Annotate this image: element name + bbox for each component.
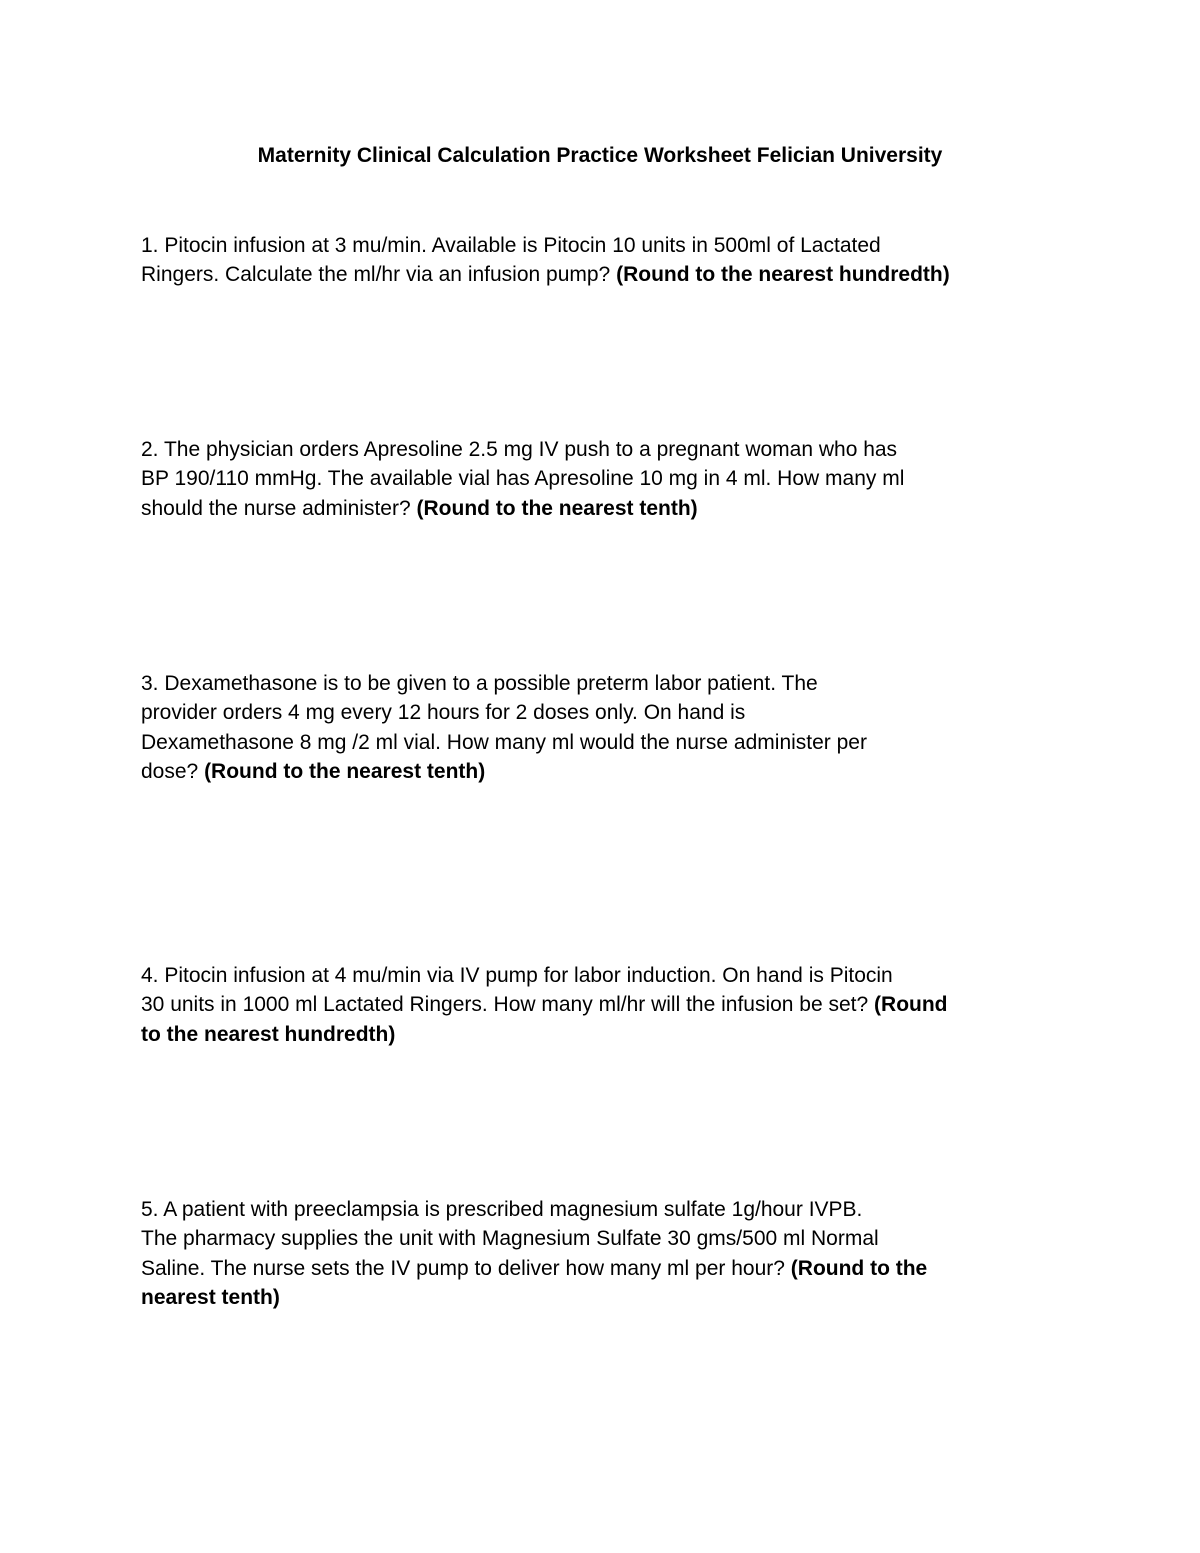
question-3-line-1: 3. Dexamethasone is to be given to a possible preterm labor patient. The [141,672,818,695]
question-5-line-3 [141,1254,927,1283]
page-title: Maternity Clinical Calculation Practice Worksheet Felician University [257,144,943,167]
question-1-line-1: 1. Pitocin infusion at 3 mu/min. Available is Pitocin 10 units in 500ml of Lactated [141,234,881,257]
question-4-line-1: 4. Pitocin infusion at 4 mu/min via IV pump for labor induction. On hand is Pitocin [141,964,893,987]
question-2-text: should the nurse administer? [141,496,417,520]
question-1-rounding-hint: (Round to the nearest hundredth) [616,263,950,287]
question-3-rounding-hint: (Round to the nearest tenth) [204,759,486,783]
question-5 [141,1195,927,1312]
question-2 [141,435,904,523]
question-5-rounding-hint-start: (Round to the [790,1256,928,1280]
question-4-rounding-hint-end: to the nearest hundredth) [141,1022,396,1046]
question-4-line-2 [141,990,948,1019]
question-2-line-3 [141,494,904,523]
question-1 [141,231,950,290]
question-2-rounding-hint: (Round to the nearest tenth) [416,496,698,520]
question-4-text: 30 units in 1000 ml Lactated Ringers. How many ml/hr will the infusion be set? [141,993,875,1017]
question-3-text: dose? [141,759,205,783]
question-4-rounding-hint-start: (Round [874,993,948,1017]
question-1-text: Ringers. Calculate the ml/hr via an infusion pump? [141,263,617,287]
question-3 [141,669,867,786]
question-5-line-1: 5. A patient with preeclampsia is prescribed magnesium sulfate 1g/hour IVPB. [141,1198,863,1221]
question-3-line-3: Dexamethasone 8 mg /2 ml vial. How many ml would the nurse administer per [141,730,867,754]
question-3-line-4 [141,757,867,786]
question-2-line-1: 2. The physician orders Apresoline 2.5 mg IV push to a pregnant woman who has [141,438,898,461]
question-4 [141,961,948,1049]
question-2-line-2: BP 190/110 mmHg. The available vial has Apresoline 10 mg in 4 ml. How many ml [141,467,905,491]
question-5-line-2: The pharmacy supplies the unit with Magnesium Sulfate 30 gms/500 ml Normal [141,1227,879,1251]
question-5-rounding-hint-end: nearest tenth) [141,1285,280,1309]
question-1-line-2 [141,260,950,289]
question-3-line-2: provider orders 4 mg every 12 hours for 2 doses only. On hand is [141,701,746,725]
question-5-text: Saline. The nurse sets the IV pump to deliver how many ml per hour? [141,1256,791,1280]
